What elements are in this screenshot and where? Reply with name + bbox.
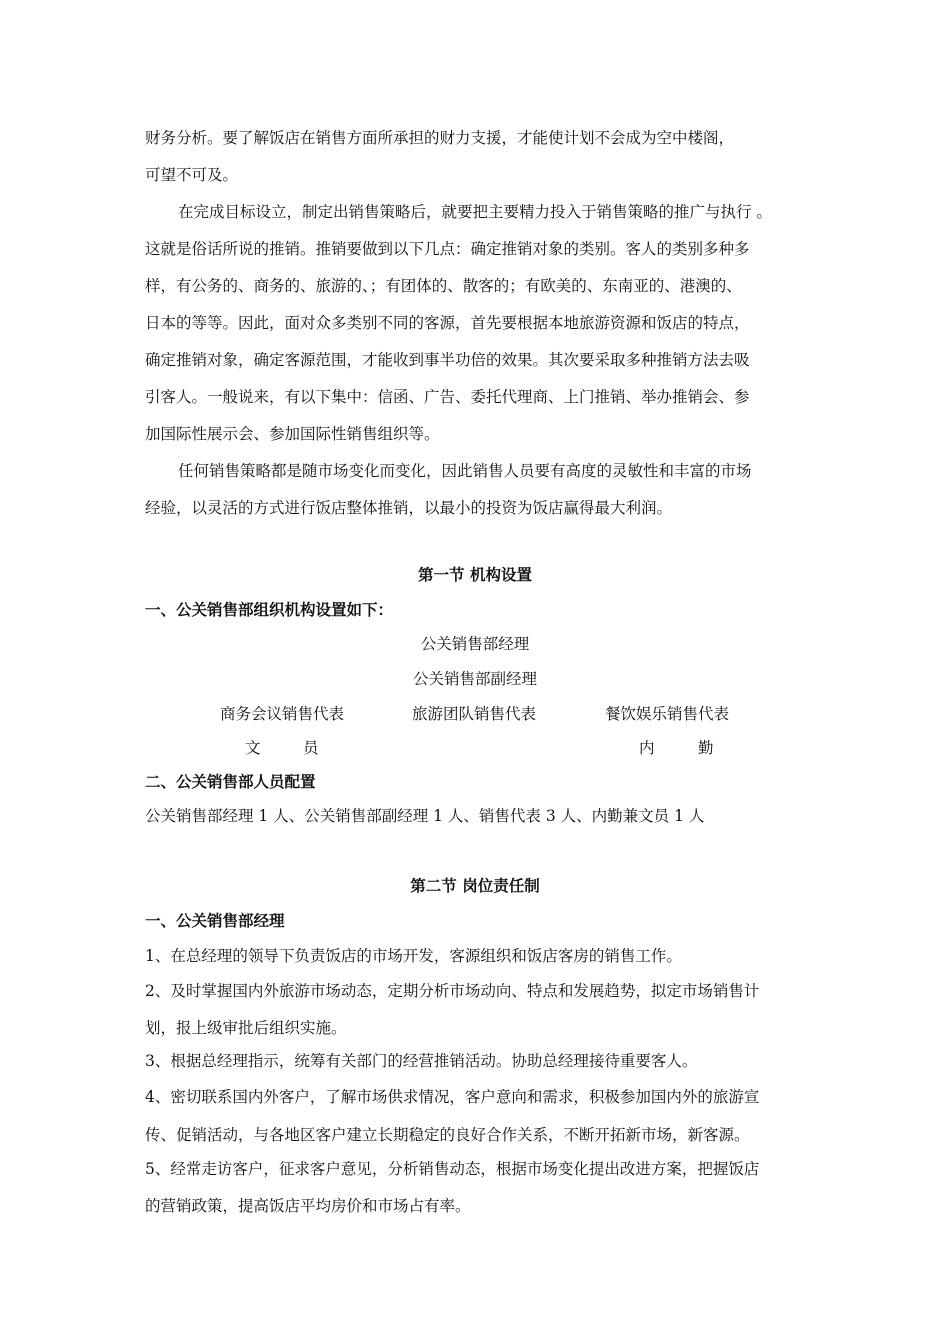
org-rep-catering: 餐饮娱乐销售代表 bbox=[605, 705, 730, 723]
intro-p2-line-2: 这就是俗话所说的推销。推销要做到以下几点：确定推销对象的类别。客人的类别多种多 bbox=[145, 240, 750, 258]
duty-item-5-line-2: 的营销政策，提高饭店平均房价和市场占有率。 bbox=[145, 1197, 471, 1215]
org-rep-tour: 旅游团队销售代表 bbox=[412, 705, 537, 723]
duty-item-3-line-1: 3、根据总经理指示，统筹有关部门的经营推销活动。协助总经理接待重要客人。 bbox=[145, 1052, 698, 1070]
duty-item-2-line-1: 2、及时掌握国内外旅游市场动态，定期分析市场动向、特点和发展趋势，拟定市场销售计 bbox=[145, 982, 760, 1000]
section1-subheading-staffing: 二、公关销售部人员配置 bbox=[145, 772, 316, 791]
intro-p1-line-2: 可望不可及。 bbox=[145, 166, 239, 184]
intro-p2-line-6: 引客人。一般说来，有以下集中：信函、广告、委托代理商、上门推销、举办推销会、参 bbox=[145, 388, 750, 406]
section1-title: 第一节 机构设置 bbox=[418, 565, 532, 584]
intro-p3-line-2: 经验，以灵活的方式进行饭店整体推销，以最小的投资为饭店赢得最大利润。 bbox=[145, 499, 673, 517]
org-rep-business: 商务会议销售代表 bbox=[220, 705, 345, 723]
intro-p3-line-1: 任何销售策略都是随市场变化而变化，因此销售人员要有高度的灵敏性和丰富的市场 bbox=[178, 462, 752, 480]
intro-p2-line-1: 在完成目标设立，制定出销售策略后，就要把主要精力投入于销售策略的推广与执行 。 bbox=[178, 203, 772, 221]
org-clerk-char-1: 文 bbox=[245, 739, 261, 757]
duty-item-5-line-1: 5、经常走访客户，征求客户意见，分析销售动态，根据市场变化提出改进方案，把握饭店 bbox=[145, 1160, 760, 1178]
intro-p2-line-5: 确定推销对象，确定客源范围，才能收到事半功倍的效果。其次要采取多种推销方法去吸 bbox=[145, 351, 750, 369]
org-internal-char-1: 内 bbox=[639, 739, 655, 757]
section2-title: 第二节 岗位责任制 bbox=[410, 876, 540, 895]
org-deputy-manager: 公关销售部副经理 bbox=[412, 670, 537, 688]
duty-item-4-line-2: 传、促销活动，与各地区客户建立长期稳定的良好合作关系，不断开拓新市场，新客源。 bbox=[145, 1126, 750, 1144]
section2-subheading-manager: 一、公关销售部经理 bbox=[145, 911, 285, 930]
duty-item-4-line-1: 4、密切联系国内外客户，了解市场供求情况，客户意向和需求，积极参加国内外的旅游宣 bbox=[145, 1088, 760, 1106]
intro-p2-line-3: 样，有公务的、商务的、旅游的、；有团体的、散客的；有欧美的、东南亚的、港澳的、 bbox=[145, 277, 742, 295]
intro-p2-line-4: 日本的等等。因此，面对众多类别不同的客源，首先要根据本地旅游资源和饭店的特点， bbox=[145, 314, 750, 332]
intro-p1-line-1: 财务分析。要了解饭店在销售方面所承担的财力支援，才能使计划不会成为空中楼阁， bbox=[145, 129, 735, 147]
intro-p2-line-7: 加国际性展示会、参加国际性销售组织等。 bbox=[145, 425, 440, 443]
section1-subheading-org: 一、公关销售部组织机构设置如下： bbox=[145, 600, 394, 619]
org-manager: 公关销售部经理 bbox=[420, 635, 530, 653]
org-internal-char-2: 勤 bbox=[698, 739, 714, 757]
duty-item-2-line-2: 划，报上级审批后组织实施。 bbox=[145, 1019, 347, 1037]
org-clerk-char-2: 员 bbox=[303, 739, 319, 757]
duty-item-1-line-1: 1、在总经理的领导下负责饭店的市场开发，客源组织和饭店客房的销售工作。 bbox=[145, 947, 682, 965]
section1-staffing-text: 公关销售部经理 1 人、公关销售部副经理 1 人、销售代表 3 人、内勤兼文员 1 人 bbox=[145, 807, 705, 825]
